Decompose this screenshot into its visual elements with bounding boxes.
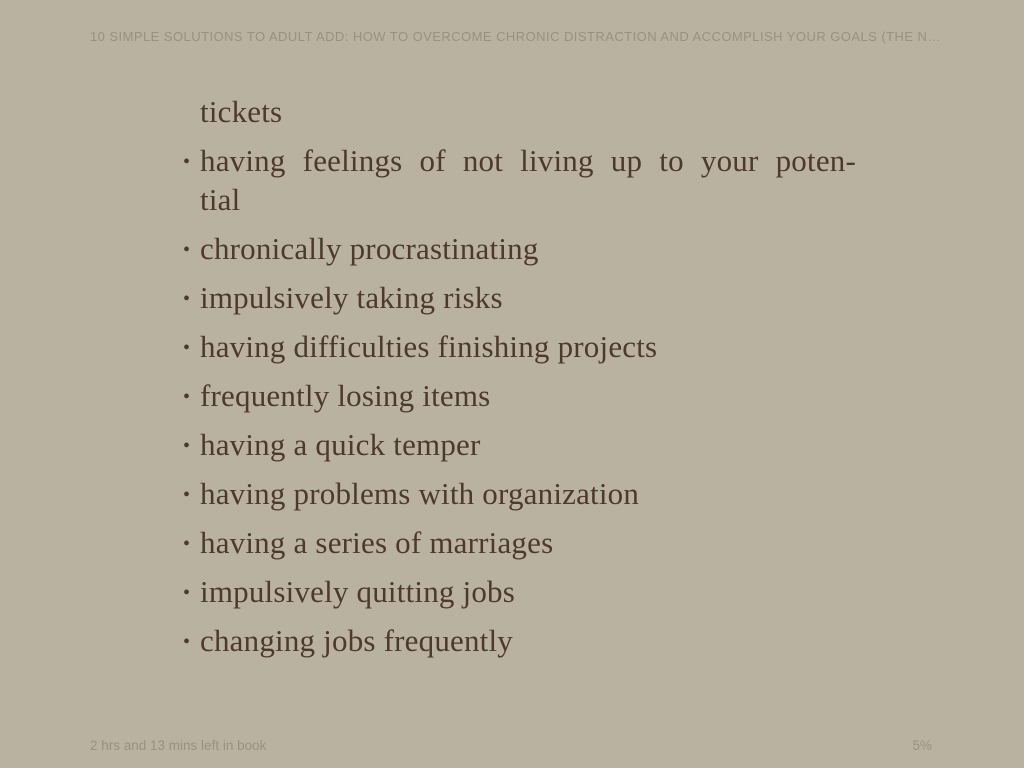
bullet-icon: • (183, 582, 191, 604)
text-line: tickets (200, 94, 283, 129)
list-item (183, 278, 856, 317)
text-line: chronically procrastinating (200, 231, 539, 266)
list-item (183, 376, 856, 415)
bullet-icon: • (183, 533, 191, 555)
list-item (183, 327, 856, 366)
list-item (183, 523, 856, 562)
text-line: frequently losing items (200, 378, 491, 413)
list-item (183, 572, 856, 611)
progress-percent: 5% (912, 738, 932, 753)
text-line: changing jobs frequently (200, 623, 513, 658)
list-item (183, 474, 856, 513)
list-item (183, 425, 856, 464)
bullet-icon: • (183, 288, 191, 310)
time-left: 2 hrs and 13 mins left in book (90, 738, 267, 753)
bullet-icon: • (183, 631, 191, 653)
reading-area (183, 92, 856, 670)
text-line: having feelings of not living up to your poten- (200, 143, 856, 178)
bullet-icon: • (183, 337, 191, 359)
list-item (183, 141, 856, 219)
text-line: having problems with organization (200, 476, 640, 511)
text-line: having a series of marriages (200, 525, 554, 560)
bullet-icon: • (183, 435, 191, 457)
list-item (183, 229, 856, 268)
bullet-icon: • (183, 151, 191, 173)
bullet-icon: • (183, 484, 191, 506)
bullet-icon: • (183, 386, 191, 408)
list-item-continuation (200, 92, 856, 131)
book-title: 10 SIMPLE SOLUTIONS TO ADULT ADD: HOW TO OVERCOME CHRONIC DISTRACTION AND ACCOMPLISH YOUR GOALS (THE N… (90, 29, 941, 44)
text-line: impulsively quitting jobs (200, 574, 516, 609)
text-line: impulsively taking risks (200, 280, 503, 315)
text-line: having difficulties finishing projects (200, 329, 658, 364)
list-item (183, 621, 856, 660)
text-line: tial (200, 182, 241, 217)
bullet-icon: • (183, 239, 191, 261)
text-line: having a quick temper (200, 427, 481, 462)
